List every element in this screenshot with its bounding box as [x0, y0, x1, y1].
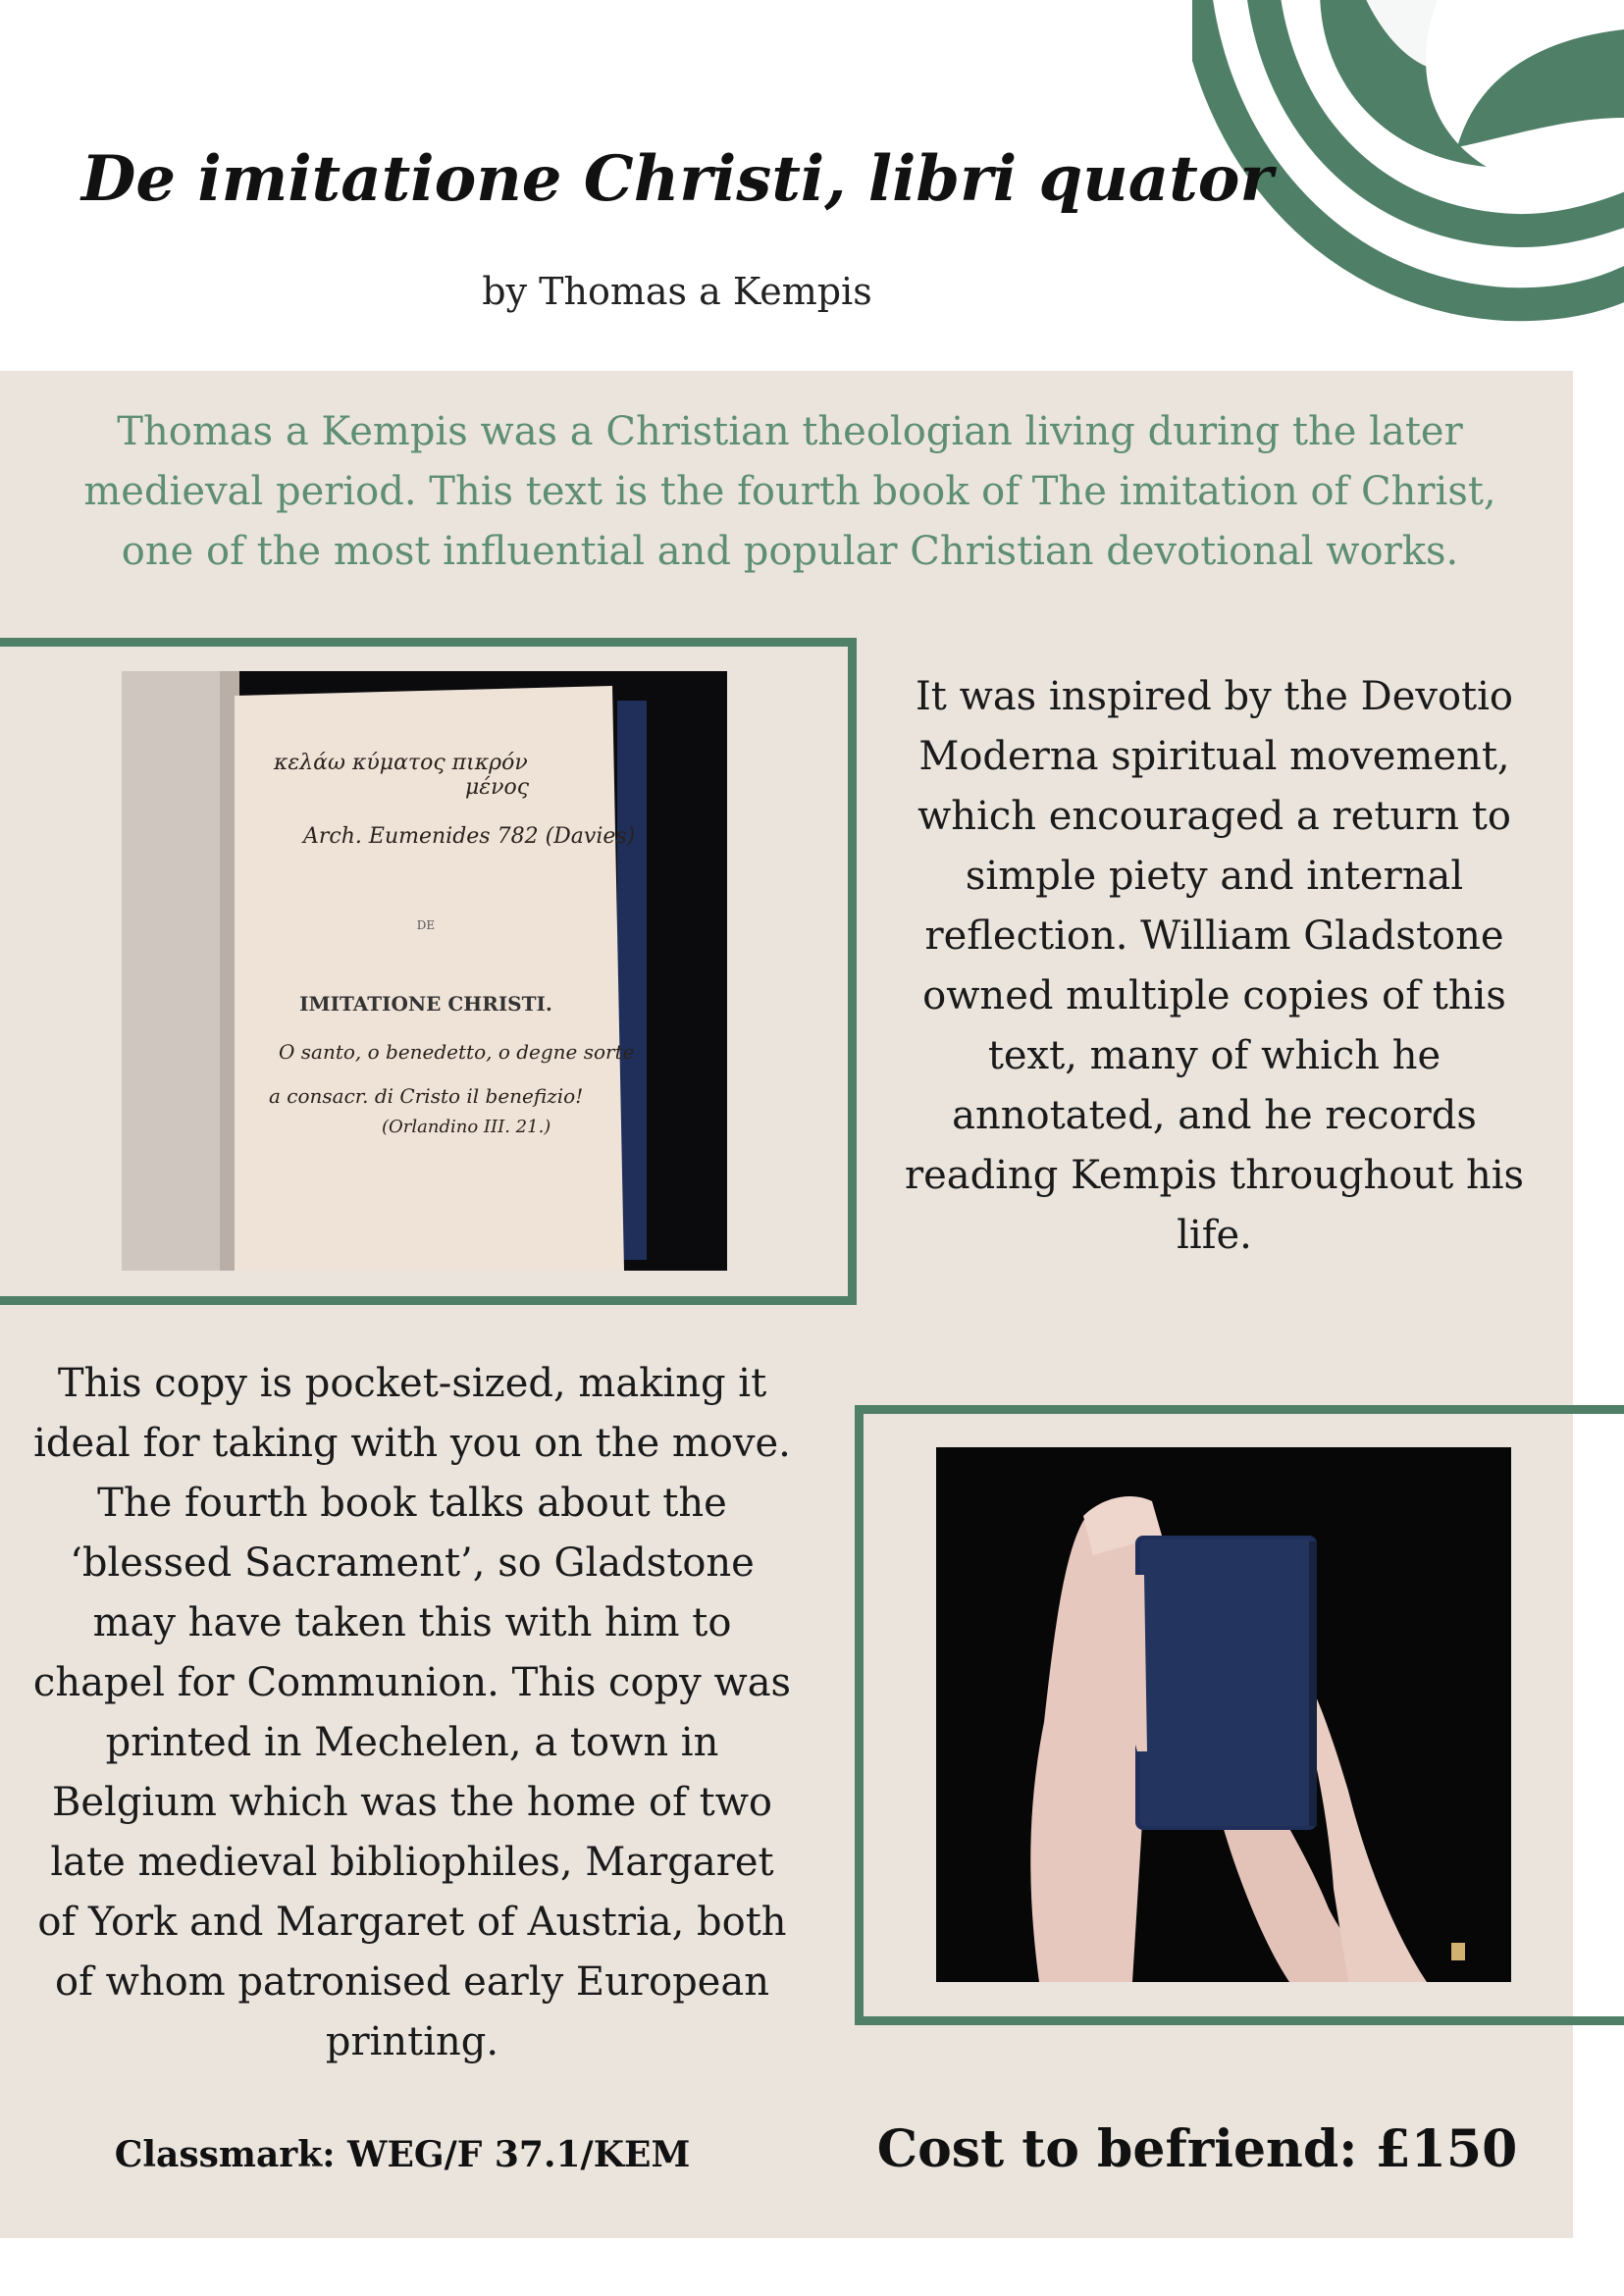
inscription-line-6: (Orlandino III. 21.)	[382, 1117, 551, 1137]
book-title-page-illustration	[122, 671, 727, 1271]
classmark: Classmark: WEG/F 37.1/KEM	[114, 2134, 691, 2175]
inscription-line-3: Arch. Eumenides 782 (Davies)	[303, 824, 636, 849]
book-title-page-photo	[122, 671, 727, 1271]
pocket-copy-paragraph: This copy is pocket-sized, making it ideal for taking with you on the move. The fourth book talks about the ‘blessed Sacrament’, so Gladstone may have taken this with him to chapel for Communion. This copy was printed in Mechelen, a town in Belgium which was the home of two late medieval bibliophiles, Margaret of York and Margaret of Austria, both of whom patronised early European printing.	[32, 1361, 792, 2064]
inscription-line-1: κελάω κύματος πικρόν	[274, 751, 528, 775]
book-in-hands-illustration	[936, 1447, 1511, 1982]
printed-de: DE	[416, 918, 436, 932]
author-line: by Thomas a Kempis	[482, 270, 872, 313]
inscription-line-5: a consacr. di Cristo il benefizio!	[269, 1084, 584, 1108]
gladstone-paragraph: It was inspired by the Devotio Moderna spiritual movement, which encouraged a return to simple piety and internal reflection. William Gladstone owned multiple copies of this text, many of which he annotated, and he records reading Kempis throughout his life.	[904, 674, 1525, 1258]
book-in-hands-photo	[936, 1447, 1511, 1982]
inscription-line-4: O santo, o benedetto, o degne sorte	[279, 1040, 635, 1064]
page-title: De imitatione Christi, libri quator	[80, 142, 1274, 216]
cost-to-befriend: Cost to befriend: £150	[876, 2119, 1518, 2179]
inscription-line-2: μένος	[465, 775, 530, 800]
printed-title: IMITATIONE CHRISTI.	[299, 992, 552, 1016]
intro-paragraph: Thomas a Kempis was a Christian theologian living during the later medieval period. This text is the fourth book of The imitation of Christ, one of the most influential and popular Christian devotional works.	[83, 409, 1496, 574]
